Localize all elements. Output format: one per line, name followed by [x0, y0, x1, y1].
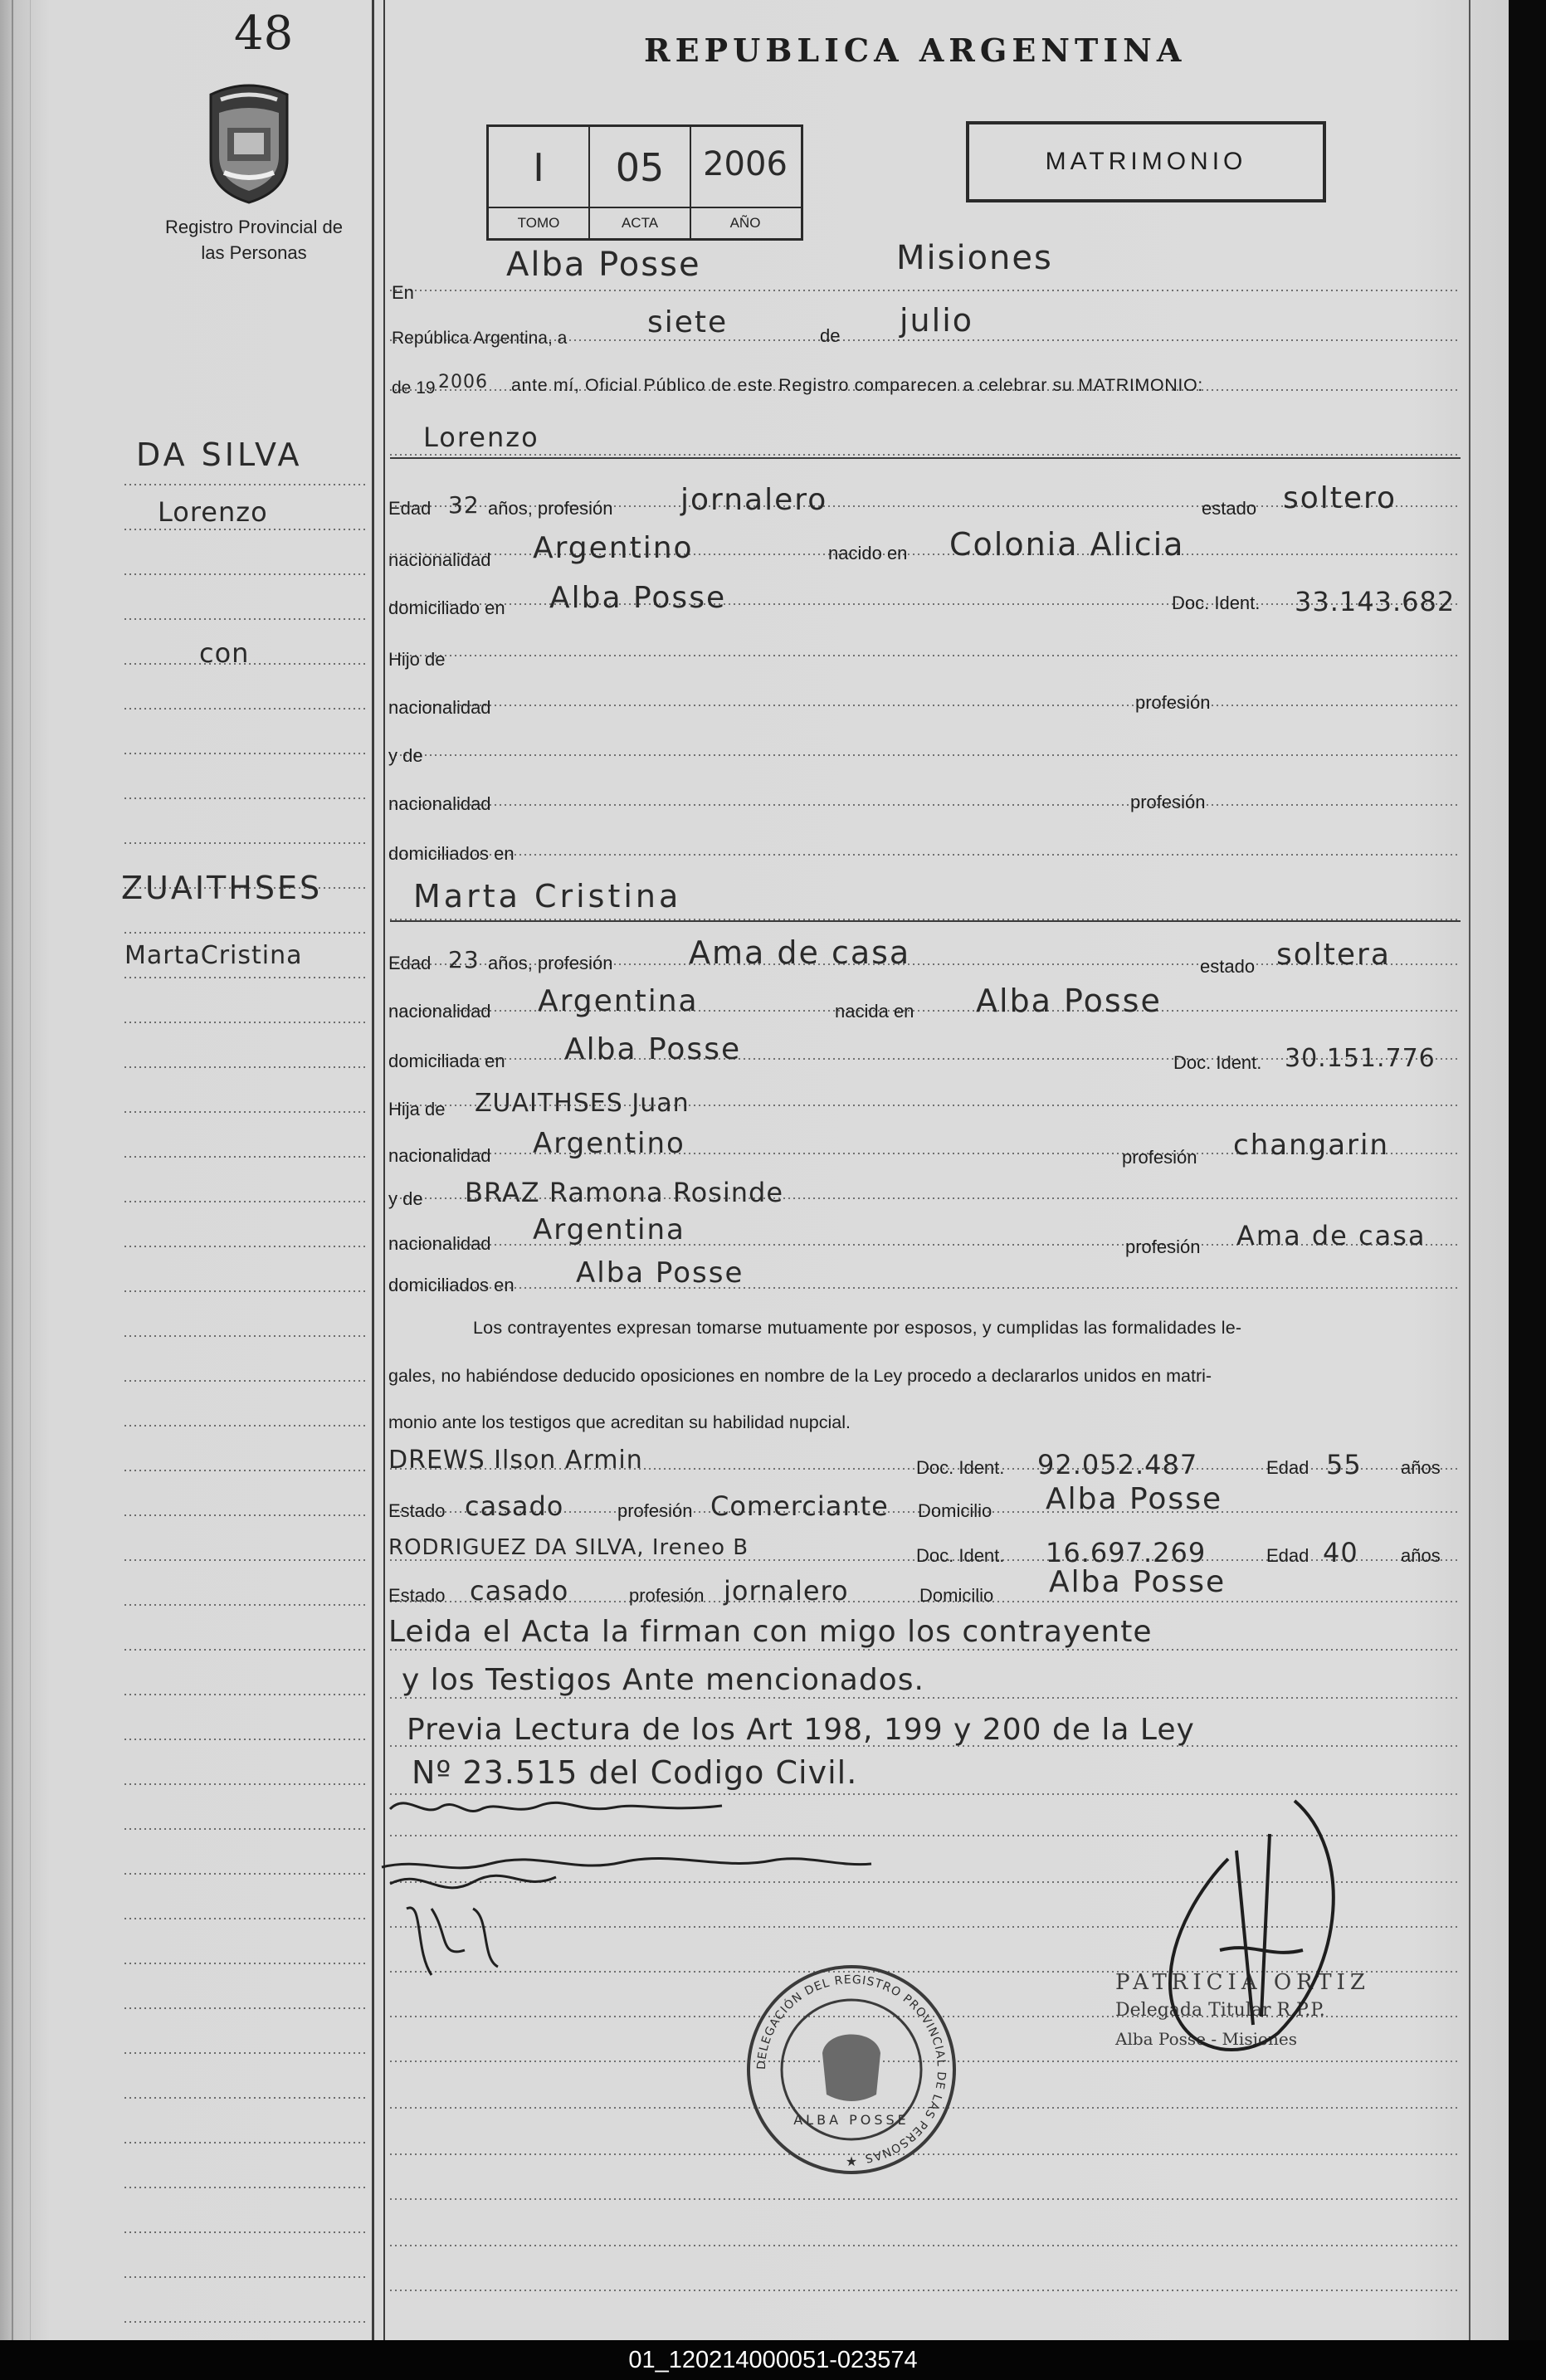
- place-value: Alba Posse: [506, 246, 701, 284]
- bride-parents-dom-label: domiciliados en: [388, 1275, 515, 1295]
- bride-nacida-label: nacida en: [835, 1001, 914, 1022]
- stamp-center-text: ALBA POSSE: [793, 2112, 910, 2128]
- margin-connector: con: [199, 637, 250, 669]
- image-reference-footer: 01_120214000051-023574: [0, 2340, 1546, 2380]
- officer-name: PATRICIA ORTIZ: [1115, 1970, 1370, 1995]
- witness-1-doc: 92.052.487: [1037, 1449, 1198, 1480]
- svg-text:★: ★: [845, 2155, 858, 2169]
- officer-signature: [1137, 1784, 1353, 2066]
- groom-estado-label: estado: [1202, 498, 1257, 519]
- year-suffix-value: 2006: [438, 372, 488, 393]
- witness-2-name: RODRIGUEZ DA SILVA, Ireneo B: [388, 1535, 749, 1560]
- closing-line-3: Previa Lectura de los Art 198, 199 y 200 de la Ley: [407, 1713, 1195, 1747]
- witness-2-age: 40: [1323, 1537, 1358, 1568]
- margin-groom-surname: DA SILVA: [136, 436, 303, 473]
- bride-father-profession: changarin: [1233, 1129, 1390, 1162]
- tomo-label: TOMO: [517, 215, 560, 231]
- en-label: En: [392, 282, 414, 303]
- groom-nationality: Argentino: [533, 531, 694, 565]
- declaration-line-1: Los contrayentes expresan tomarse mutuamente por esposos, y cumplidas las formalidades le-: [473, 1318, 1242, 1338]
- margin-bride-surname: ZUAITHSES: [121, 870, 323, 906]
- groom-profesion-label: años, profesión: [488, 498, 613, 519]
- groom-doc: 33.143.682: [1295, 586, 1456, 617]
- closing-line-1: Leida el Acta la firman con migo los contrayente: [388, 1615, 1153, 1649]
- bride-mother-nac-label: nacionalidad: [388, 1233, 491, 1254]
- groom-nacido-label: nacido en: [828, 543, 908, 563]
- bride-nacionalidad-label: nacionalidad: [388, 1001, 491, 1022]
- bride-domiciliada-label: domiciliada en: [388, 1051, 505, 1071]
- bride-estado-label: estado: [1200, 956, 1256, 977]
- witness-2-prof-label: profesión: [629, 1585, 705, 1606]
- bride-father-prof-label: profesión: [1122, 1147, 1197, 1168]
- bride-birthplace: Alba Posse: [976, 983, 1162, 1019]
- de-label: de: [820, 325, 841, 346]
- bride-mother-profession: Ama de casa: [1236, 1220, 1427, 1251]
- witness-1-age: 55: [1326, 1449, 1362, 1480]
- witness-2-domicile: Alba Posse: [1049, 1565, 1227, 1599]
- groom-domiciliado-label: domiciliado en: [388, 597, 505, 618]
- witness-2-status: casado: [470, 1575, 569, 1607]
- groom-father-prof-label: profesión: [1135, 692, 1211, 713]
- closing-line-2: y los Testigos Ante mencionados.: [402, 1663, 924, 1697]
- bride-profesion-label: años, profesión: [488, 953, 613, 973]
- registry-name: Registro Provincial de las Personas: [165, 217, 343, 263]
- witness-2-profession: jornalero: [724, 1575, 849, 1607]
- margin-bride-given: MartaCristina: [124, 941, 303, 970]
- bride-mother: BRAZ Ramona Rosinde: [465, 1177, 784, 1208]
- bride-parents-domicile: Alba Posse: [576, 1256, 744, 1290]
- groom-father-nac-label: nacionalidad: [388, 697, 491, 718]
- republica-label: República Argentina, a: [392, 329, 568, 348]
- witness-1-domicilio-label: Domicilio: [918, 1500, 992, 1521]
- witness-1-domicile: Alba Posse: [1046, 1482, 1223, 1516]
- witness-1-status: casado: [465, 1490, 564, 1522]
- bride-nationality: Argentina: [538, 984, 699, 1018]
- registry-stamp-icon: [744, 1962, 959, 2178]
- acta-cell: [590, 127, 691, 238]
- groom-mother-prof-label: profesión: [1130, 792, 1206, 812]
- witness-2-doc-label: Doc. Ident.: [916, 1545, 1005, 1566]
- record-number-box: [486, 124, 803, 241]
- bride-doc: 30.151.776: [1285, 1044, 1436, 1073]
- bride-father-nac-label: nacionalidad: [388, 1145, 491, 1166]
- groom-age: 32: [448, 491, 480, 519]
- month-value: julio: [900, 302, 974, 339]
- witness-2-anos-label: años: [1401, 1545, 1441, 1566]
- bride-mother-prof-label: profesión: [1125, 1236, 1201, 1257]
- bride-father: ZUAITHSES Juan: [475, 1089, 690, 1118]
- bride-domicile: Alba Posse: [564, 1032, 742, 1066]
- day-value: siete: [647, 305, 729, 339]
- groom-name: Lorenzo: [423, 422, 539, 453]
- groom-doc-label: Doc. Ident.: [1172, 593, 1261, 613]
- margin-groom-given: Lorenzo: [158, 496, 268, 528]
- groom-birthplace: Colonia Alicia: [949, 526, 1185, 563]
- ano-cell: [691, 127, 799, 238]
- bride-name: Marta Cristina: [413, 878, 682, 914]
- groom-yde-label: y de: [388, 745, 423, 766]
- groom-status: soltero: [1283, 481, 1397, 515]
- bride-yde-label: y de: [388, 1188, 423, 1209]
- witness-1-name: DREWS Ilson Armin: [388, 1446, 643, 1475]
- witness-1-edad-label: Edad: [1266, 1457, 1309, 1478]
- bride-edad-label: Edad: [388, 953, 432, 973]
- stamp-ring-text: DELEGACIÓN DEL REGISTRO PROVINCIAL DE LAS PERSONAS: [754, 1973, 949, 2165]
- year-prefix-label: de 19: [392, 378, 436, 397]
- folio-number: 48: [234, 7, 294, 61]
- acta-value: 05: [615, 145, 665, 190]
- bride-profession: Ama de casa: [689, 934, 911, 971]
- witness-2-doc: 16.697.269: [1046, 1537, 1207, 1568]
- right-rule: [1469, 0, 1470, 2340]
- groom-parents-dom-label: domiciliados en: [388, 843, 515, 864]
- bride-hija-label: Hija de: [388, 1099, 446, 1119]
- groom-nacionalidad-label: nacionalidad: [388, 549, 491, 570]
- groom-hijo-label: Hijo de: [388, 649, 446, 670]
- bride-status: soltera: [1276, 938, 1391, 972]
- tomo-cell: [489, 127, 590, 238]
- closing-line-4: Nº 23.515 del Codigo Civil.: [412, 1754, 858, 1791]
- officer-place: Alba Posse - Misiones: [1115, 2029, 1298, 2049]
- witness-2-estado-label: Estado: [388, 1585, 446, 1606]
- bride-doc-label: Doc. Ident.: [1173, 1052, 1262, 1073]
- contracting-signatures: [373, 1784, 988, 1992]
- declaration-line-3: monio ante los testigos que acreditan su habilidad nupcial.: [388, 1412, 851, 1432]
- acta-label: ACTA: [621, 215, 659, 231]
- officer-title: Delegada Titular R.P.P.: [1115, 2000, 1325, 2021]
- witness-1-doc-label: Doc. Ident.: [916, 1457, 1005, 1478]
- declaration-line-2: gales, no habiéndose deducido oposiciones en nombre de la Ley procedo a declararlos unidos en matri-: [388, 1366, 1212, 1386]
- witness-1-profession: Comerciante: [710, 1490, 889, 1522]
- groom-mother-nac-label: nacionalidad: [388, 793, 491, 814]
- groom-domicile: Alba Posse: [549, 581, 727, 615]
- country-title: REPUBLICA ARGENTINA: [644, 32, 1187, 69]
- province-value: Misiones: [896, 239, 1053, 277]
- groom-edad-label: Edad: [388, 498, 432, 519]
- witness-2-edad-label: Edad: [1266, 1545, 1309, 1566]
- witness-1-anos-label: años: [1401, 1457, 1441, 1478]
- witness-1-estado-label: Estado: [388, 1500, 446, 1521]
- ano-value: 2006: [703, 145, 788, 183]
- ano-label: AÑO: [729, 215, 761, 231]
- groom-profession: jornalero: [680, 483, 828, 517]
- bride-age: 23: [448, 946, 480, 973]
- witness-1-prof-label: profesión: [617, 1500, 693, 1521]
- tomo-value: I: [533, 145, 544, 190]
- bride-father-nationality: Argentino: [533, 1127, 685, 1160]
- statement-text: ante mí, Oficial Público de este Registro comparecen a celebrar su MATRIMONIO:: [511, 375, 1203, 395]
- record-type-box: MATRIMONIO: [966, 121, 1326, 202]
- province-seal-icon: [202, 80, 295, 204]
- witness-2-domicilio-label: Domicilio: [919, 1585, 994, 1606]
- bride-mother-nationality: Argentina: [533, 1213, 685, 1246]
